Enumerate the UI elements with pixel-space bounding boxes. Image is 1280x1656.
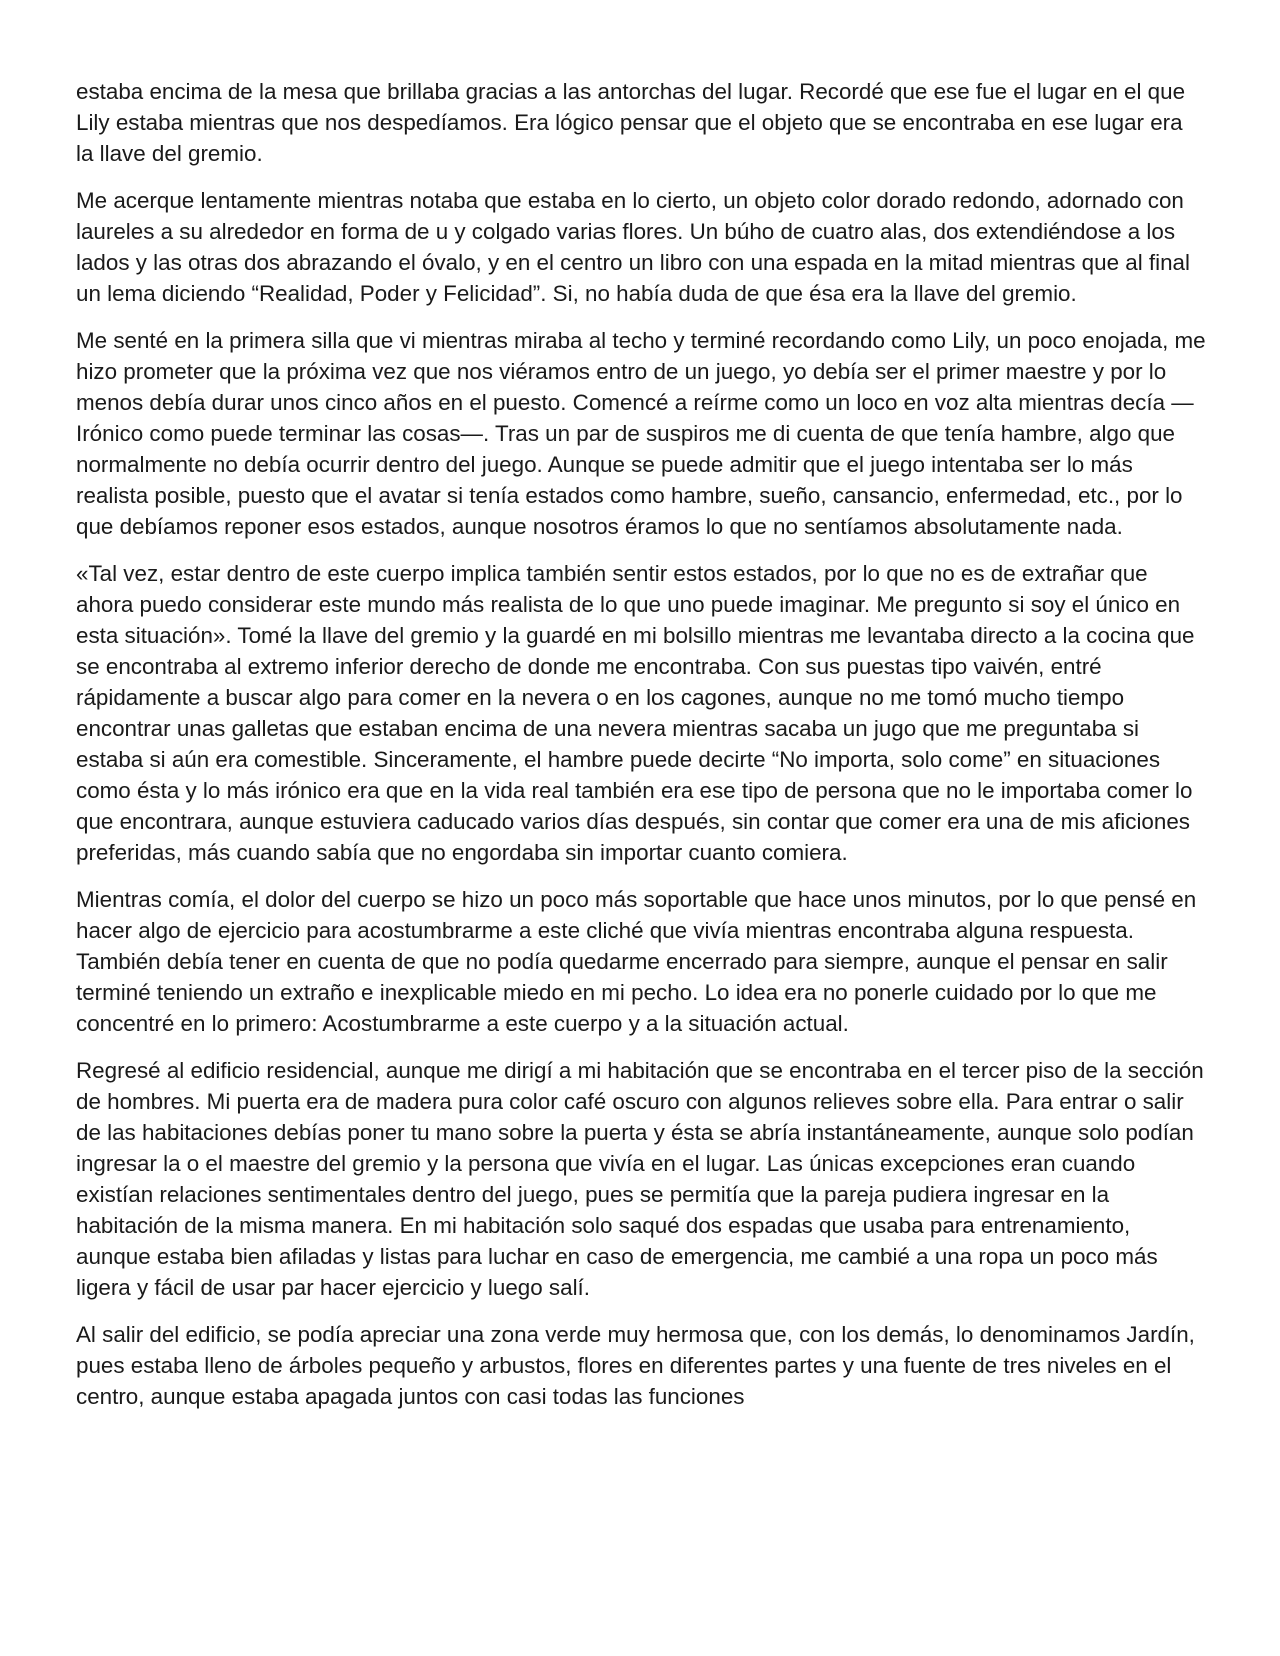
paragraph: Al salir del edificio, se podía apreciar una zona verde muy hermosa que, con los demás, lo denominamos Jardín, pues estaba lleno de árboles pequeño y arbustos, flores en diferentes partes y una fuente de tres niveles en el centro, aunque estaba apagada juntos con casi todas las funciones	[76, 1322, 1195, 1409]
paragraph: estaba encima de la mesa que brillaba gracias a las antorchas del lugar. Recordé que ese fue el lugar en el que Lily estaba mientras que nos despedíamos. Era lógico pensar que el objeto que se encontraba en ese lugar era la llave del gremio.	[76, 79, 1186, 166]
paragraph: Me acerque lentamente mientras notaba que estaba en lo cierto, un objeto color dorado redondo, adornado con laureles a su alrededor en forma de u y colgado varias flores. Un búho de cuatro alas, dos extendiéndose a los lados y las otras dos abrazando el óvalo, y en el centro un libro con una espada en la mitad mientras que al final un lema diciendo “Realidad, Poder y Felicidad”. Si, no había duda de que ésa era la llave del gremio.	[76, 188, 1190, 306]
paragraph: Mientras comía, el dolor del cuerpo se hizo un poco más soportable que hace unos minutos, por lo que pensé en hacer algo de ejercicio para acostumbrarme a este cliché que vivía mientras encontraba alguna respuesta. También debía tener en cuenta de que no podía quedarme encerrado para siempre, aunque el pensar en salir terminé teniendo un extraño e inexplicable miedo en mi pecho. Lo idea era no ponerle cuidado por lo que me concentré en lo primero: Acostumbrarme a este cuerpo y a la situación actual.	[76, 887, 1197, 1036]
document-page	[76, 76, 1206, 1428]
paragraph: Regresé al edificio residencial, aunque me dirigí a mi habitación que se encontraba en el tercer piso de la sección de hombres. Mi puerta era de madera pura color café oscuro con algunos relieves sobre ella. Para entrar o salir de las habitaciones debías poner tu mano sobre la puerta y ésta se abría instantáneamente, aunque solo podían ingresar la o el maestre del gremio y la persona que vivía en el lugar. Las únicas excepciones eran cuando existían relaciones sentimentales dentro del juego, pues se permitía que la pareja pudiera ingresar en la habitación de la misma manera. En mi habitación solo saqué dos espadas que usaba para entrenamiento, aunque estaba bien afiladas y listas para luchar en caso de emergencia, me cambié a una ropa un poco más ligera y fácil de usar par hacer ejercicio y luego salí.	[76, 1058, 1204, 1300]
paragraph: «Tal vez, estar dentro de este cuerpo implica también sentir estos estados, por lo que no es de extrañar que ahora puedo considerar este mundo más realista de lo que uno puede imaginar. Me pregunto si soy el único en esta situación». Tomé la llave del gremio y la guardé en mi bolsillo mientras me levantaba directo a la cocina que se encontraba al extremo inferior derecho de donde me encontraba. Con sus puestas tipo vaivén, entré rápidamente a buscar algo para comer en la nevera o en los cagones, aunque no me tomó mucho tiempo encontrar unas galletas que estaban encima de una nevera mientras sacaba un jugo que me preguntaba si estaba si aún era comestible. Sinceramente, el hambre puede decirte “No importa, solo come” en situaciones como ésta y lo más irónico era que en la vida real también era ese tipo de persona que no le importaba comer lo que encontrara, aunque estuviera caducado varios días después, sin contar que comer era una de mis aficiones preferidas, más cuando sabía que no engordaba sin importar cuanto comiera.	[76, 561, 1195, 865]
paragraph: Me senté en la primera silla que vi mientras miraba al techo y terminé recordando como Lily, un poco enojada, me hizo prometer que la próxima vez que nos viéramos entro de un juego, yo debía ser el primer maestre y por lo menos debía durar unos cinco años en el puesto. Comencé a reírme como un loco en voz alta mientras decía —Irónico como puede terminar las cosas—. Tras un par de suspiros me di cuenta de que tenía hambre, algo que normalmente no debía ocurrir dentro del juego. Aunque se puede admitir que el juego intentaba ser lo más realista posible, puesto que el avatar si tenía estados como hambre, sueño, cansancio, enfermedad, etc., por lo que debíamos reponer esos estados, aunque nosotros éramos lo que no sentíamos absolutamente nada.	[76, 328, 1206, 539]
